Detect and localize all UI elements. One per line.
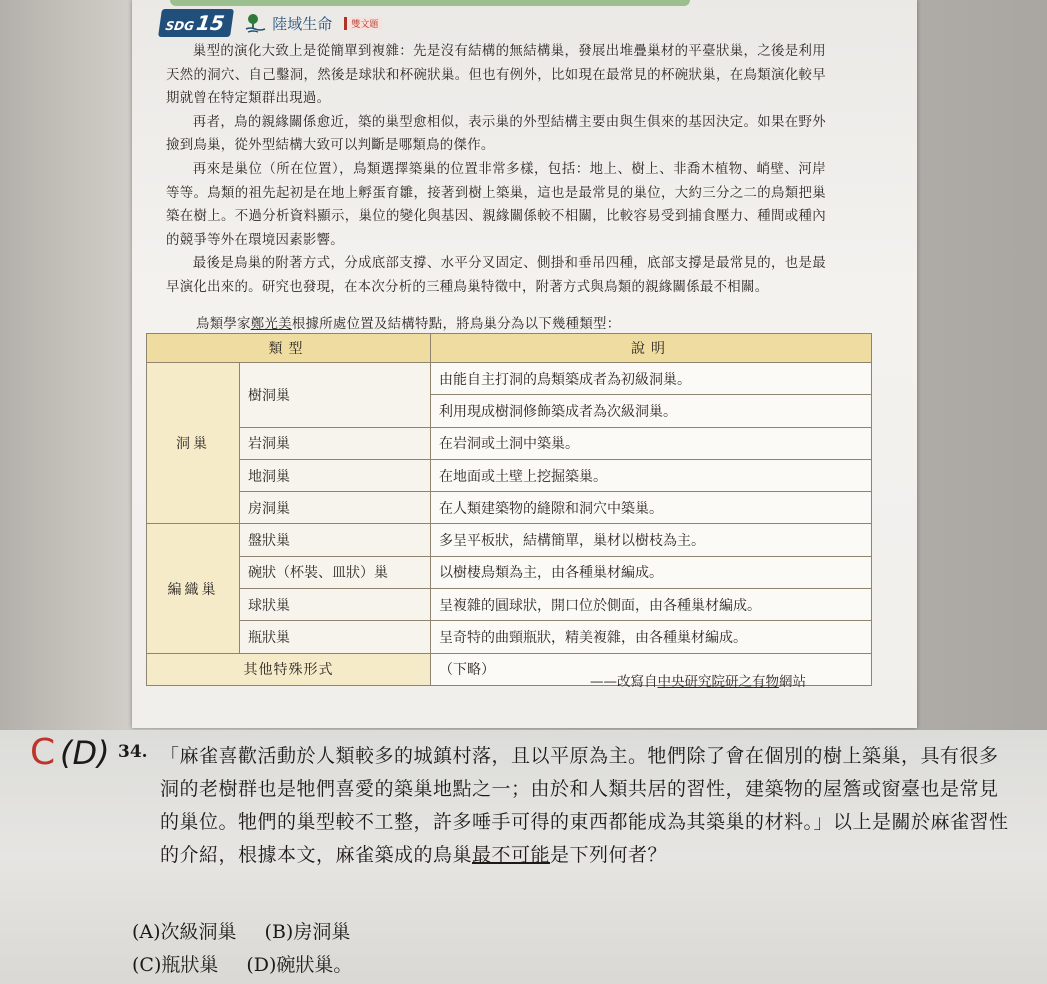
sdg-number: 15 xyxy=(194,11,226,35)
question-text xyxy=(160,740,1010,872)
type-house-cave: 房洞巢 xyxy=(240,492,431,524)
desc-other: （下略） xyxy=(431,653,872,685)
type-other: 其他特殊形式 xyxy=(147,653,431,685)
question-number: 34. xyxy=(118,742,148,762)
category-cave: 洞巢 xyxy=(147,363,240,524)
header-type: 類型 xyxy=(147,334,431,363)
page-top-tab xyxy=(170,0,690,6)
desc-tree-cave-2: 利用現成樹洞修飾築成者為次級洞巢。 xyxy=(431,395,872,427)
handwritten-wrong-answer: C xyxy=(30,732,56,773)
options-row-1 xyxy=(132,916,352,949)
type-plate: 盤狀巢 xyxy=(240,524,431,556)
desc-rock-cave: 在岩洞或土洞中築巢。 xyxy=(431,427,872,459)
header-description: 說明 xyxy=(431,334,872,363)
intro-after: 根據所處位置及結構特點，將鳥巢分為以下幾種類型： xyxy=(291,317,621,332)
table-row xyxy=(147,556,872,588)
header-tag: 雙文題 xyxy=(344,17,382,30)
table-row xyxy=(147,492,872,524)
type-rock-cave: 岩洞巢 xyxy=(240,427,431,459)
table-row xyxy=(147,589,872,621)
desc-house-cave: 在人類建築物的縫隙和洞穴中築巢。 xyxy=(431,492,872,524)
type-bowl: 碗狀（杯裝、皿狀）巢 xyxy=(240,556,431,588)
tree-icon xyxy=(244,12,266,34)
desc-ground-cave: 在地面或土壁上挖掘築巢。 xyxy=(431,459,872,491)
table-row xyxy=(147,363,872,395)
article-paragraph-4: 最後是鳥巢的附著方式，分成底部支撐、水平分叉固定、側掛和垂吊四種，底部支撐是最常見的，也是最早演化出來的。研究也發現，在本次分析的三種鳥巢特徵中，附著方式與鳥類的親緣關係最不相關。 xyxy=(166,256,826,295)
source-org: 中央研究院 xyxy=(657,674,725,690)
table-row xyxy=(147,427,872,459)
table-row xyxy=(147,524,872,556)
desc-bowl: 以樹棲鳥類為主，由各種巢材編成。 xyxy=(431,556,872,588)
article-paragraph-1: 巢型的演化大致上是從簡單到複雜：先是沒有結構的無結構巢，發展出堆疊巢材的平臺狀巢，之後是利用天然的洞穴、自己鑿洞，然後是球狀和杯碗狀巢。但也有例外，比如現在最常見的杯碗狀巢，在鳥類演化較早期就曾在特定類群出現過。 xyxy=(166,44,826,107)
option-a[interactable]: (A)次級洞巢 xyxy=(132,921,237,943)
category-woven: 編織巢 xyxy=(147,524,240,653)
desc-tree-cave-1: 由能自主打洞的鳥類築成者為初級洞巢。 xyxy=(431,363,872,395)
article-body xyxy=(166,40,826,300)
source-prefix: ——改寫自 xyxy=(590,674,658,690)
sdg-badge xyxy=(158,9,234,37)
nest-type-table xyxy=(146,333,872,686)
option-b[interactable]: (B)房洞巢 xyxy=(264,921,351,943)
option-c[interactable]: (C)瓶狀巢 xyxy=(132,954,219,976)
type-ground-cave: 地洞巢 xyxy=(240,459,431,491)
option-d[interactable]: (D)碗狀巢。 xyxy=(246,954,353,976)
article-paragraph-3: 再來是巢位（所在位置），鳥類選擇築巢的位置非常多樣，包括：地上、樹上、非喬木植物、峭壁、河岸等等。鳥類的祖先起初是在地上孵蛋育雛，接著到樹上築巢，這也是最常見的巢位，大約三分之二的鳥類把巢築在樹上。不過分析資料顯示，巢位的變化與基因、親緣關係較不相關，比較容易受到捕食壓力、種間或種內的競爭等外在環境因素影響。 xyxy=(166,161,826,248)
desc-plate: 多呈平板狀，結構簡單，巢材以樹枝為主。 xyxy=(431,524,872,556)
question-strip xyxy=(0,730,1047,984)
article-paragraph-2: 再者，鳥的親緣關係愈近，築的巢型愈相似，表示巢的外型結構主要由與生俱來的基因決定。如果在野外撿到鳥巢，從外型結構大致可以判斷是哪類鳥的傑作。 xyxy=(166,114,826,154)
question-emphasis: 最不可能 xyxy=(472,844,551,866)
desc-ball: 呈複雜的圓球狀，開口位於側面，由各種巢材編成。 xyxy=(431,589,872,621)
type-tree-cave: 樹洞巢 xyxy=(240,363,431,428)
table-header-row xyxy=(147,334,872,363)
desc-bottle: 呈奇特的曲頸瓶狀，精美複雜，由各種巢材編成。 xyxy=(431,621,872,653)
answer-options xyxy=(132,916,352,982)
table-row xyxy=(147,459,872,491)
question-stem: 「麻雀喜歡活動於人類較多的城鎮村落，且以平原為主。牠們除了會在個別的樹上築巢，具有很多洞的老樹群也是牠們喜愛的築巢地點之一；由於和人類共居的習性，建築物的屋簷或窗臺也是常見的巢位。牠們的巢型較不工整，許多唾手可得的東西都能成為其築巢的材料。」以上是關於麻雀習性的介紹，根據本文，麻雀築成的鳥巢 xyxy=(160,745,1009,866)
header-title: 陸域生命 xyxy=(272,14,333,33)
source-site: 研之有物 xyxy=(725,674,779,690)
table-row xyxy=(147,621,872,653)
sdg-prefix: SDG xyxy=(164,19,196,33)
source-citation xyxy=(590,670,806,690)
page-header xyxy=(160,10,382,36)
intro-person-name: 鄭光美 xyxy=(250,317,292,332)
table-intro xyxy=(196,313,836,332)
options-row-2 xyxy=(132,949,352,982)
handwritten-answer: (D) xyxy=(60,734,110,772)
type-bottle: 瓶狀巢 xyxy=(240,621,431,653)
type-ball: 球狀巢 xyxy=(240,589,431,621)
intro-before: 鳥類學家 xyxy=(196,317,251,332)
source-suffix: 網站 xyxy=(779,674,806,690)
question-stem-end: 是下列何者？ xyxy=(550,844,668,866)
